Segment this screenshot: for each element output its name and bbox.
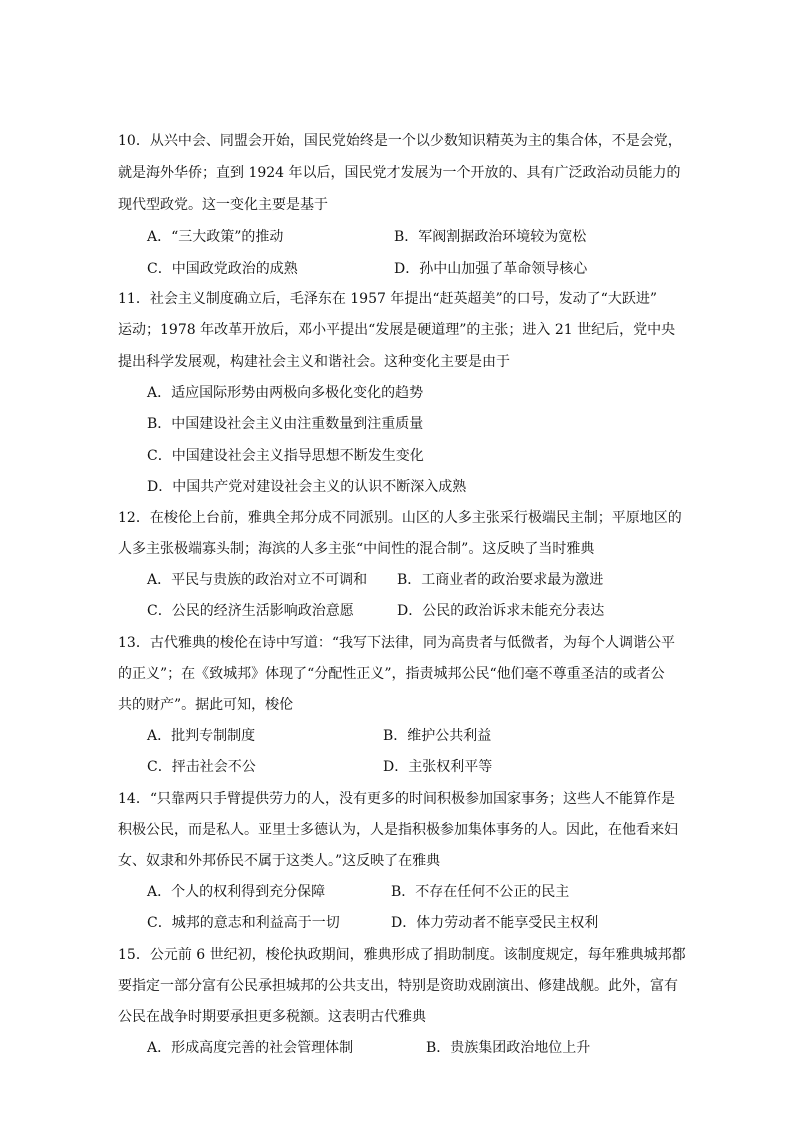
question-14-option-a[interactable]: A．个人的权利得到充分保障 xyxy=(147,884,326,900)
question-10-line-3: 现代型政党。这一变化主要是基于 xyxy=(118,197,328,213)
question-10-line-2: 就是海外华侨；直到 1924 年以后，国民党才发展为一个开放的、具有广泛政治动员能力的 xyxy=(118,165,681,181)
question-13-option-a[interactable]: A．批判专制制度 xyxy=(147,728,256,744)
question-14-line-1: 14．“只靠两只手臂提供劳力的人，没有更多的时间积极参加国家事务；这些人不能算作是 xyxy=(118,791,675,807)
question-12-option-d[interactable]: D．公民的政治诉求未能充分表达 xyxy=(397,603,605,619)
question-11-option-c[interactable]: C．中国建设社会主义指导思想不断发生变化 xyxy=(147,448,424,464)
question-14-line-3: 女、奴隶和外邦侨民不属于这类人。”这反映了在雅典 xyxy=(118,853,441,869)
question-11-option-a[interactable]: A．适应国际形势由两极向多极化变化的趋势 xyxy=(147,385,424,401)
question-13-option-b[interactable]: B．维护公共利益 xyxy=(383,728,492,744)
question-15-line-1: 15．公元前 6 世纪初，梭伦执政期间，雅典形成了捐助制度。该制度规定，每年雅典城邦都 xyxy=(118,947,686,963)
question-12-line-1: 12．在梭伦上台前，雅典全邦分成不同派别。山区的人多主张采行极端民主制；平原地区的 xyxy=(118,510,682,526)
question-15-option-a[interactable]: A．形成高度完善的社会管理体制 xyxy=(147,1040,354,1056)
question-15-option-b[interactable]: B．贵族集团政治地位上升 xyxy=(426,1040,591,1056)
question-12-option-a[interactable]: A．平民与贵族的政治对立不可调和 xyxy=(147,572,368,588)
question-13-line-3: 共的财产”。据此可知，梭伦 xyxy=(118,697,294,713)
question-13-option-d[interactable]: D．主张权利平等 xyxy=(383,759,493,775)
question-12-option-c[interactable]: C．公民的经济生活影响政治意愿 xyxy=(147,603,354,619)
question-11-line-3: 提出科学发展观，构建社会主义和谐社会。这种变化主要是由于 xyxy=(118,354,510,370)
question-10-option-a[interactable]: A．“三大政策”的推动 xyxy=(147,229,284,245)
question-14-option-c[interactable]: C．城邦的意志和利益高于一切 xyxy=(147,915,340,931)
question-13-line-2: 的正义”；在《致城邦》体现了“分配性正义”，指责城邦公民“他们毫不尊重圣洁的或者公 xyxy=(118,666,665,682)
question-11-line-2: 运动；1978 年改革开放后，邓小平提出“发展是硬道理”的主张；进入 21 世纪后，党中央 xyxy=(118,322,676,338)
question-10-option-c[interactable]: C．中国政党政治的成熟 xyxy=(147,261,298,277)
question-12-line-2: 人多主张极端寡头制；海滨的人多主张“中间性的混合制”。这反映了当时雅典 xyxy=(118,541,595,557)
question-10-line-1: 10．从兴中会、同盟会开始，国民党始终是一个以少数知识精英为主的集合体，不是会党， xyxy=(118,133,682,149)
question-15-line-2: 要指定一部分富有公民承担城邦的公共支出，特别是资助戏剧演出、修建战舰。此外，富有 xyxy=(118,978,678,994)
question-12-option-b[interactable]: B．工商业者的政治要求最为激进 xyxy=(397,572,604,588)
question-13-option-c[interactable]: C．抨击社会不公 xyxy=(147,759,256,775)
question-10-option-d[interactable]: D．孙中山加强了革命领导核心 xyxy=(394,261,588,277)
question-13-line-1: 13．古代雅典的梭伦在诗中写道：“我写下法律，同为高贵者与低微者，为每个人调谐公平 xyxy=(118,635,675,651)
question-14-option-d[interactable]: D．体力劳动者不能享受民主权利 xyxy=(391,915,599,931)
question-11-option-d[interactable]: D．中国共产党对建设社会主义的认识不断深入成熟 xyxy=(147,479,467,495)
question-14-line-2: 积极公民，而是私人。亚里士多德认为，人是指积极参加集体事务的人。因此，在他看来妇 xyxy=(118,822,678,838)
question-14-option-b[interactable]: B．不存在任何不公正的民主 xyxy=(391,884,570,900)
question-11-line-1: 11．社会主义制度确立后，毛泽东在 1957 年提出“赶英超美”的口号，发动了“大跃进” xyxy=(118,291,657,307)
question-11-option-b[interactable]: B．中国建设社会主义由注重数量到注重质量 xyxy=(147,416,424,432)
question-10-option-b[interactable]: B．军阀割据政治环境较为宽松 xyxy=(394,229,587,245)
question-15-line-3: 公民在战争时期要承担更多税额。这表明古代雅典 xyxy=(118,1009,426,1025)
